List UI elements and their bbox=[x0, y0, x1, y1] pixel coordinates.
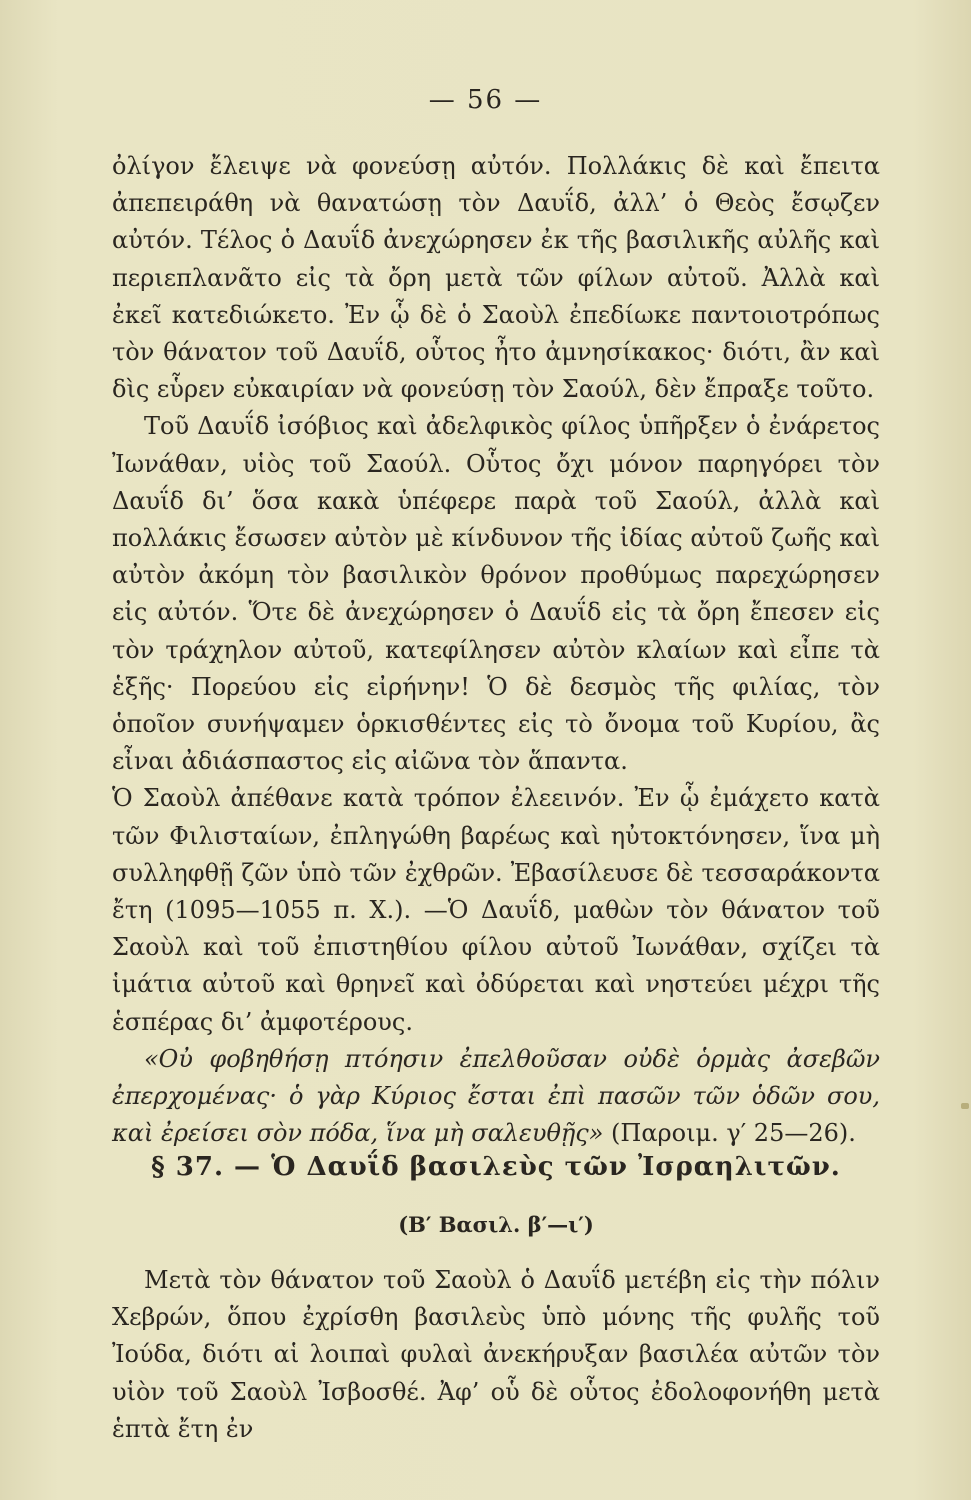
section-subheading: (Β′ Βασιλ. β′—ι′) bbox=[398, 1212, 594, 1237]
page-edge-mark bbox=[961, 1103, 969, 1109]
page-number: — 56 — bbox=[428, 85, 543, 115]
body-text bbox=[112, 148, 880, 1152]
quote-text: «Οὐ φοβηθήσῃ πτόησιν ἐπελθοῦσαν οὐδὲ ὁρμὰς ἀσεβῶν ἐπερχομένας· ὁ γὰρ Κύριος ἔσται ἐπὶ πασῶν τῶν ὁδῶν σου, καὶ ἐρείσει σὸν πόδα, ἵνα μὴ σαλευθῇς» bbox=[112, 1044, 880, 1148]
paragraph-2: Τοῦ Δαυΐδ ἰσόβιος καὶ ἀδελφικὸς φίλος ὑπῆρξεν ὁ ἐνάρετος Ἰωνάθαν, υἱὸς τοῦ Σαούλ. Οὗτος ὄχι μόνον παρηγόρει τὸν Δαυΐδ δι’ ὅσα κακὰ ὑπέφερε παρὰ τοῦ Σαούλ, ἀλλὰ καὶ πολλάκις ἔσωσεν αὐτὸν μὲ κίνδυνον τῆς ἰδίας αὐτοῦ ζωῆς καὶ αὐτὸν ἀκόμη τὸν βασιλικὸν θρόνον προθύμως παρεχώρησεν εἰς αὐτόν. Ὅτε δὲ ἀνεχώρησεν ὁ Δαυΐδ εἰς τὰ ὄρη ἔπεσεν εἰς τὸν τράχηλον αὐτοῦ, κατεφίλησεν αὐτὸν κλαίων καὶ εἶπε τὰ ἑξῆς· Πορεύου εἰς εἰρήνην! Ὁ δὲ δεσμὸς τῆς φιλίας, τὸν ὁποῖον συνήψαμεν ὁρκισθέντες εἰς τὸ ὄνομα τοῦ Κυρίου, ἂς εἶναι ἀδιάσπαστος εἰς αἰῶνα τὸν ἅπαντα. bbox=[112, 412, 880, 776]
section-heading: § 37. — Ὁ Δαυΐδ βασιλεὺς τῶν Ἰσραηλιτῶν. bbox=[151, 1152, 841, 1182]
paragraph-3: Ὁ Σαοὺλ ἀπέθανε κατὰ τρόπον ἐλεεινόν. Ἐν ᾧ ἐμάχετο κατὰ τῶν Φιλισταίων, ἐπληγώθη βαρέως καὶ ηὐτοκτόνησεν, ἵνα μὴ συλληφθῇ ζῶν ὑπὸ τῶν ἐχθρῶν. Ἐβασίλευσε δὲ τεσσαράκοντα ἔτη (1095—1055 π. Χ.). —Ὁ Δαυΐδ, μαθὼν τὸν θάνατον τοῦ Σαοὺλ καὶ τοῦ ἐπιστηθίου φίλου αὐτοῦ Ἰωνάθαν, σχίζει τὰ ἱμάτια αὐτοῦ καὶ θρηνεῖ καὶ ὀδύρεται καὶ νηστεύει μέχρι τῆς ἑσπέρας δι’ ἀμφοτέρους. bbox=[112, 784, 880, 1036]
quote-reference: (Παροιμ. γ′ 25—26). bbox=[603, 1119, 856, 1148]
section-paragraph: Μετὰ τὸν θάνατον τοῦ Σαοὺλ ὁ Δαυΐδ μετέβη εἰς τὴν πόλιν Χεβρών, ὅπου ἐχρίσθη βασιλεὺς ὑπὸ μόνης τῆς φυλῆς τοῦ Ἰούδα, διότι αἱ λοιπαὶ φυλαὶ ἀνεκήρυξαν βασιλέα αὐτῶν τὸν υἱὸν τοῦ Σαοὺλ Ἰσβοσθέ. Ἀφ’ οὗ δὲ οὗτος ἐδολοφονήθη μετὰ ἑπτὰ ἔτη ἐν bbox=[112, 1266, 880, 1443]
paragraph-1: ὀλίγον ἔλειψε νὰ φονεύσῃ αὐτόν. Πολλάκις δὲ καὶ ἔπειτα ἀπεπειράθη νὰ θανατώσῃ τὸν Δαυΐδ, ἀλλ’ ὁ Θεὸς ἔσῳζεν αὐτόν. Τέλος ὁ Δαυΐδ ἀνεχώρησεν ἐκ τῆς βασιλικῆς αὐλῆς καὶ περιεπλανᾶτο εἰς τὰ ὄρη μετὰ τῶν φίλων αὐτοῦ. Ἀλλὰ καὶ ἐκεῖ κατεδιώκετο. Ἐν ᾧ δὲ ὁ Σαοὺλ ἐπεδίωκε παντοιοτρόπως τὸν θάνατον τοῦ Δαυΐδ, οὗτος ἦτο ἀμνησίκακος· διότι, ἂν καὶ δὶς εὗρεν εὐκαιρίαν νὰ φονεύσῃ τὸν Σαούλ, δὲν ἔπραξε τοῦτο. bbox=[112, 152, 880, 404]
scripture-quote bbox=[112, 1041, 880, 1153]
